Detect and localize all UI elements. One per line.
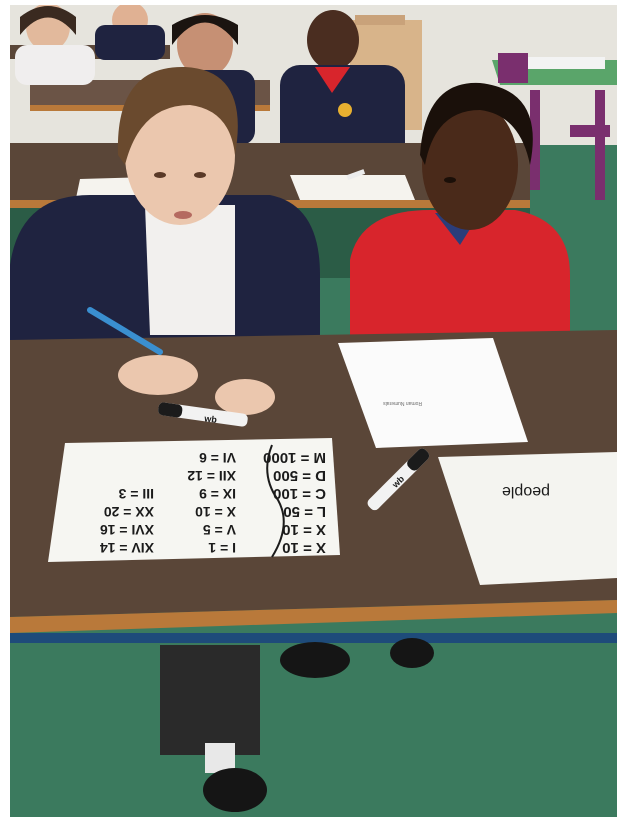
school-badge bbox=[338, 103, 352, 117]
left-boy-shoe bbox=[203, 768, 267, 812]
svg-text:L = 50: L = 50 bbox=[283, 503, 326, 520]
svg-text:D = 500: D = 500 bbox=[273, 467, 326, 484]
right-boy-shoe bbox=[280, 642, 350, 678]
svg-text:I = 1: I = 1 bbox=[208, 540, 236, 556]
svg-text:VI = 6: VI = 6 bbox=[199, 450, 236, 466]
left-boy-shirt bbox=[145, 205, 235, 335]
left-hand bbox=[118, 355, 198, 395]
svg-text:X = 10: X = 10 bbox=[282, 539, 326, 556]
svg-text:XII = 12: XII = 12 bbox=[187, 468, 236, 484]
svg-text:IX = 9: IX = 9 bbox=[199, 486, 236, 502]
paper-stack bbox=[525, 57, 605, 69]
svg-text:XX = 20: XX = 20 bbox=[103, 504, 154, 520]
svg-text:X = 10: X = 10 bbox=[282, 521, 326, 538]
whiteboard-right-word: people bbox=[501, 483, 550, 500]
paper-sheet-back-2 bbox=[290, 175, 415, 200]
right-hand bbox=[215, 379, 275, 415]
svg-text:XIV = 14: XIV = 14 bbox=[99, 540, 154, 556]
pupil-back-right bbox=[307, 10, 359, 70]
svg-text:XVI = 16: XVI = 16 bbox=[99, 522, 154, 538]
purple-chair bbox=[498, 53, 528, 83]
svg-text:X = 10: X = 10 bbox=[195, 504, 236, 520]
classroom-photo bbox=[10, 5, 617, 817]
svg-text:V = 5: V = 5 bbox=[202, 522, 236, 538]
svg-text:III = 3: III = 3 bbox=[118, 486, 154, 502]
worksheet-title: Roman Numerals bbox=[383, 400, 422, 406]
svg-text:C = 100: C = 100 bbox=[273, 485, 326, 502]
left-boy-legs bbox=[160, 645, 260, 755]
photo-illustration bbox=[10, 5, 617, 817]
svg-text:M = 1000: M = 1000 bbox=[263, 449, 326, 466]
marker-label-right: wb bbox=[390, 473, 407, 490]
marker-label-left: wb bbox=[203, 413, 218, 425]
